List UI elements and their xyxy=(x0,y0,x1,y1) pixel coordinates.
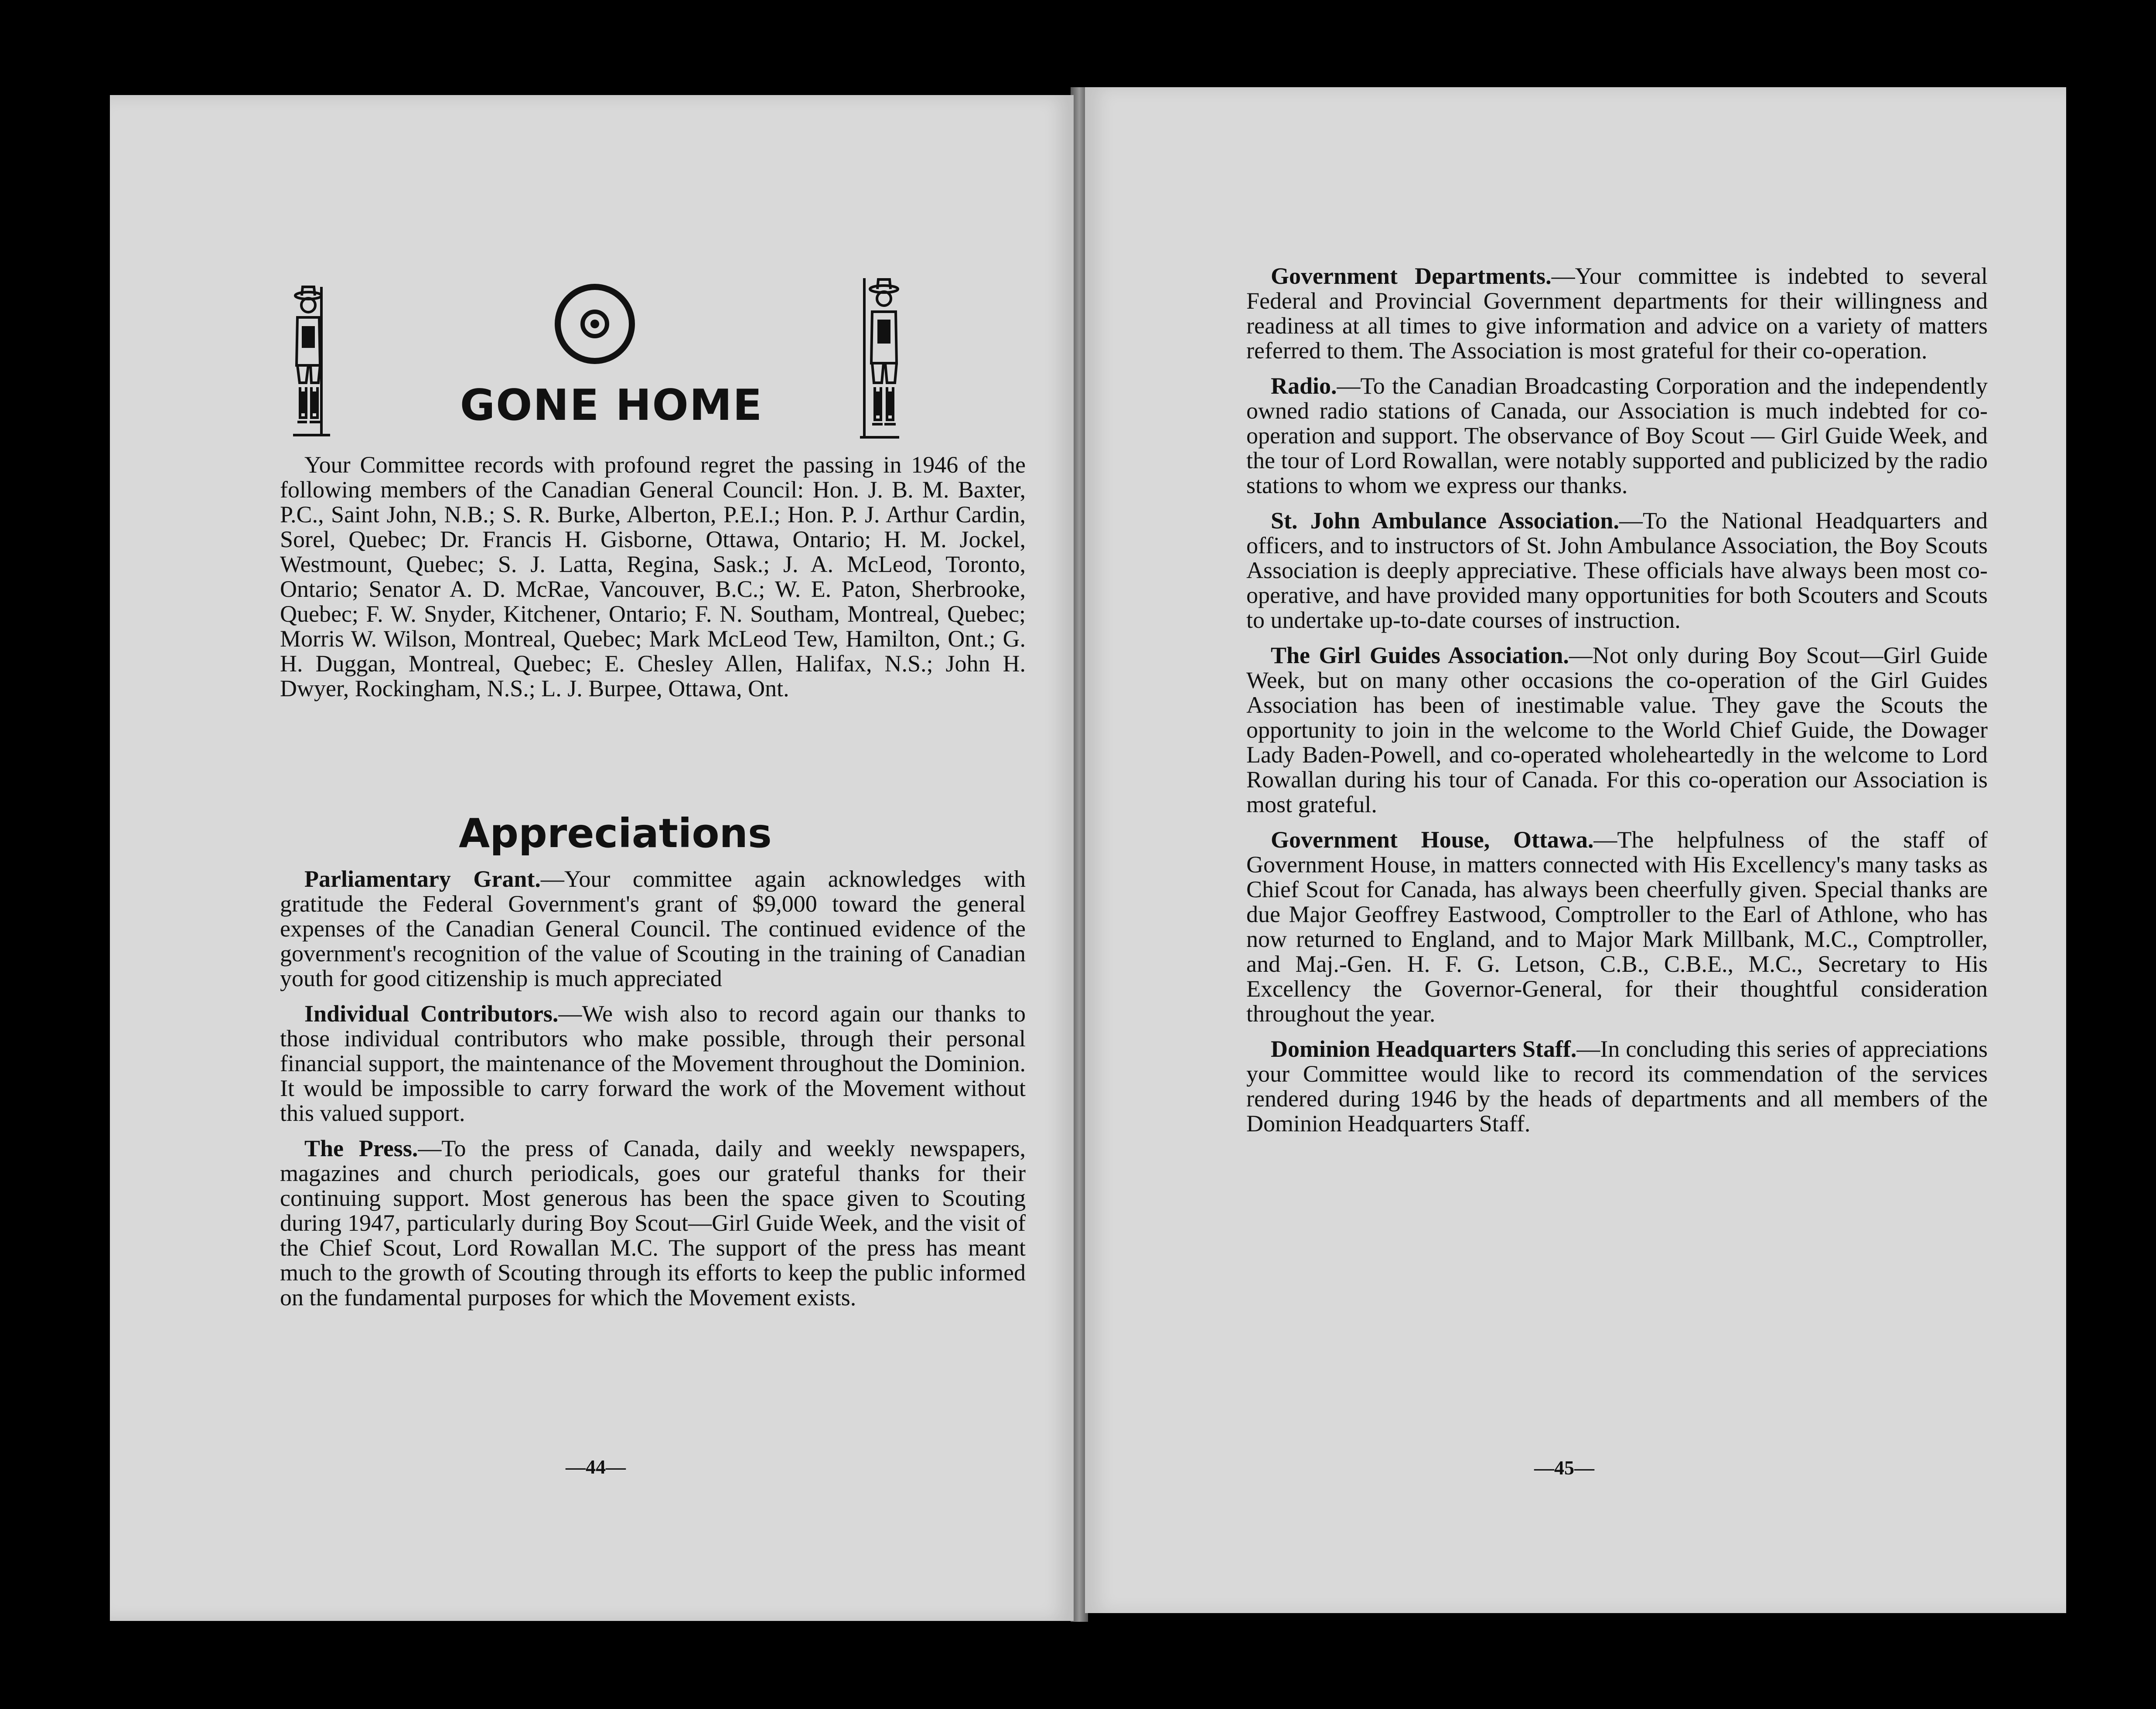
paragraph-radio xyxy=(1246,374,1988,498)
gone-home-body xyxy=(280,453,1026,712)
gone-home-paragraph: Your Committee records with profound regret the passing in 1946 of the following members of the Canadian General Council: Hon. J. B. M. Baxter, P.C., Saint John, N.B.; S. R. Burke, Alberton, P.E.I.; Hon. P. J. Arthur Cardin, Sorel, Quebec; Dr. Francis H. Gisborne, Ottawa, Ontario; H. M. Jockel, Westmount, Quebec; S. J. Latta, Regina, Sask.; J. A. McLeod, Toronto, Ontario; Senator A. D. McRae, Vancouver, B.C.; W. E. Paton, Sherbrooke, Quebec; F. W. Snyder, Kitchener, Ontario; F. N. Southam, Montreal, Quebec; Morris W. Wilson, Montreal, Quebec; Mark McLeod Tew, Hamilton, Ont.; G. H. Duggan, Montreal, Quebec; E. Chesley Allen, Halifax, N.S.; John H. Dwyer, Rockingham, N.S.; L. J. Burpee, Ottawa, Ont. xyxy=(280,452,1026,701)
paragraph-title: Radio. xyxy=(1271,373,1337,399)
paragraph-text: —We wish also to record again our thanks to those individual contributors who make possible, through their personal financial support, the maintenance of the Movement throughout the Dominion. It would be impossible to carry forward the work of the Movement without this valued support. xyxy=(280,1001,1026,1126)
paragraph-text: —Your committee is indebted to several Federal and Provincial Government departments for their willingness and readiness at all times to give information and advice on a variety of matters referred to them. The Association is most grateful for their co-operation. xyxy=(1246,263,1988,364)
paragraph-title: Government House, Ottawa. xyxy=(1271,827,1594,853)
paragraph-text: —To the press of Canada, daily and weekly newspapers, magazines and church periodicals, goes our grateful thanks for their continuing support. Most generous has been the space given to Scouting during 1947, particularly during Boy Scout—Girl Guide Week, and the visit of the Chief Scout, Lord Rowallan M.C. The support of the press has meant much to the growth of Scouting through its efforts to keep the public informed on the fundamental purposes for which the Movement exists. xyxy=(280,1135,1026,1311)
paragraph-text: —In concluding this series of appreciations your Committee would like to record its commendation of the services rendered during 1946 by the heads of departments and all members of the Dominion Headquarters Staff. xyxy=(1246,1036,1988,1137)
paragraph-government-departments xyxy=(1246,264,1988,363)
page-number: —44— xyxy=(566,1456,626,1478)
scout-figure-icon xyxy=(284,283,337,439)
paragraph-text: —The helpfulness of the staff of Government House, in matters connected with His Excellency's many tasks as Chief Scout for Canada, has always been cheerfully given. Special thanks are due Major Geoffrey Eastwood, Comptroller to the Earl of Athlone, who has now returned to England, and to Major Mark Millbank, M.C., Comptroller, and Maj.-Gen. H. F. G. Letson, C.B., C.B.E., M.C., Secretary to His Excellency the Governor-General, for their thoughtful consideration throughout the year. xyxy=(1246,827,1988,1027)
paragraph-individual-contributors xyxy=(280,1001,1026,1126)
paragraph-title: Dominion Headquarters Staff. xyxy=(1271,1036,1577,1062)
right-page-body xyxy=(1246,264,1988,1147)
page-number: —45— xyxy=(1534,1457,1594,1479)
paragraph-text: —To the Canadian Broadcasting Corporation and the independently owned radio stations of Canada, our Association is much indebted for co-operation and support. The observance of Boy Scout — Girl Guide Week, and the tour of Lord Rowallan, were notably supported and publicized by the radio stations to whom we express our thanks. xyxy=(1246,373,1988,498)
paragraph-text: —Not only during Boy Scout—Girl Guide Week, but on many other occasions the co-operation of the Girl Guides Association has been of inestimable value. They gave the Scouts the opportunity to join in the welcome to the World Chief Guide, the Dowager Lady Baden-Powell, and co-operated wholeheartedly in the welcome to Lord Rowallan during his tour of Canada. For this co-operation our Association is most grateful. xyxy=(1246,642,1988,817)
paragraph-government-house xyxy=(1246,827,1988,1026)
paragraph-st-john-ambulance xyxy=(1246,508,1988,633)
paragraph-title: Individual Contributors. xyxy=(304,1001,559,1027)
left-page xyxy=(110,95,1074,1621)
paragraph-text: —Your committee again acknowledges with gratitude the Federal Government's grant of $9,000 toward the general expenses of the Canadian General Council. The continued evidence of the government's recognition of the value of Scouting in the training of Canadian youth for good citizenship is much appreciated xyxy=(280,866,1026,991)
scout-figure-icon xyxy=(856,276,908,442)
paragraph-dominion-hq-staff xyxy=(1246,1037,1988,1136)
paragraph-title: The Press. xyxy=(304,1135,418,1161)
paragraph-title: St. John Ambulance Association. xyxy=(1271,507,1619,534)
right-page xyxy=(1085,87,2066,1613)
appreciations-body xyxy=(280,867,1026,1321)
paragraph-text: —To the National Headquarters and officers, and to instructors of St. John Ambulance Association, the Boy Scouts Association is deeply appreciative. These officials have always been most co-operative, and have provided many opportunities for both Scouters and Scouts to undertake up-to-date courses of instruction. xyxy=(1246,507,1988,633)
paragraph-girl-guides xyxy=(1246,643,1988,817)
paragraph-title: The Girl Guides Association. xyxy=(1271,642,1569,668)
paragraph-parliamentary-grant xyxy=(280,867,1026,991)
appreciations-heading: Appreciations xyxy=(459,810,772,857)
paragraph-the-press xyxy=(280,1136,1026,1310)
paragraph-title: Parliamentary Grant. xyxy=(304,866,541,892)
paragraph-title: Government Departments. xyxy=(1271,263,1552,289)
gone-home-heading: GONE HOME xyxy=(460,381,763,430)
target-emblem-icon xyxy=(553,283,636,365)
